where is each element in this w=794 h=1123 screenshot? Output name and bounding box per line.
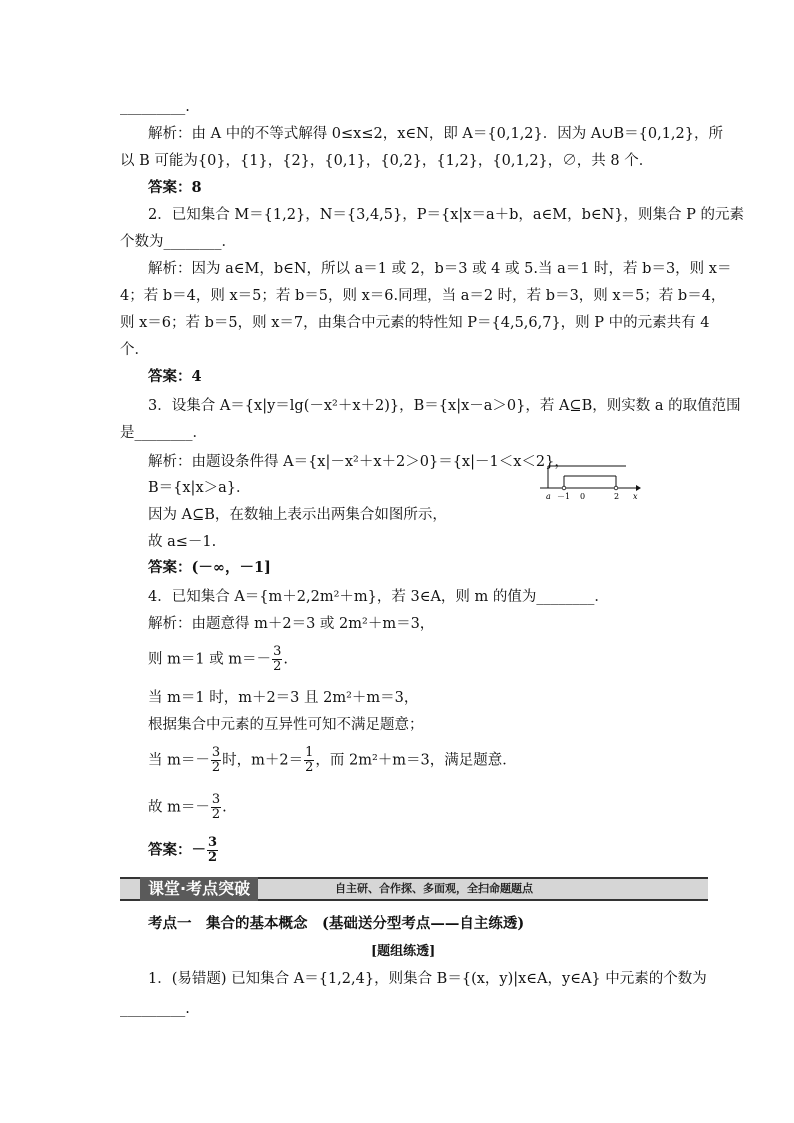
fraction-denominator: 2 xyxy=(208,850,218,865)
question-text: 个数为________． xyxy=(120,234,236,250)
blank-line: _________. xyxy=(120,1001,190,1017)
solution-text xyxy=(148,746,517,775)
number-line-figure xyxy=(538,462,642,502)
solution-text xyxy=(148,793,227,822)
text-segment: . xyxy=(222,799,227,816)
fraction-denominator: 2 xyxy=(305,760,314,775)
text-segment: ，而 2m²＋m＝3，满足题意． xyxy=(315,752,517,769)
fraction xyxy=(211,793,221,822)
text-segment: 故 m＝－ xyxy=(148,799,210,816)
fraction-denominator: 2 xyxy=(273,659,282,674)
fraction-denominator: 2 xyxy=(211,807,221,822)
solution-text: 解析：由题意得 m＋2＝3 或 2m²＋m＝3， xyxy=(148,616,435,632)
blank-line: _________. xyxy=(120,99,190,115)
fraction xyxy=(207,836,218,865)
solution-text: 以 B 可能为{0}，{1}，{2}，{0,1}，{0,2}，{1,2}，{0,1,2}，∅，共 8 个． xyxy=(120,153,654,169)
axis-label-neg1: －1 xyxy=(557,492,571,501)
question-text: 1．(易错题) 已知集合 A＝{1,2,4}，则集合 B＝{(x，y)|x∈A，y∈A} 中元素的个数为 xyxy=(148,971,707,987)
text-segment: 当 m＝－ xyxy=(148,752,210,769)
answer-text xyxy=(148,836,219,865)
text-segment: 时，m＋2＝ xyxy=(222,752,304,769)
banner-title: 课堂·考点突破 xyxy=(140,877,258,901)
fraction xyxy=(211,746,221,775)
fraction xyxy=(304,746,314,775)
text-segment: 答案：－ xyxy=(148,841,206,859)
axis-label-a: a xyxy=(546,492,551,501)
question-text: 2．已知集合 M＝{1,2}，N＝{3,4,5}，P＝{x|x＝a＋b，a∈M，b∈N}，则集合 P 的元素 xyxy=(148,207,744,223)
solution-text: 解析：因为 a∈M，b∈N，所以 a＝1 或 2，b＝3 或 4 或 5.当 a＝1 时，若 b＝3，则 x＝ xyxy=(148,261,732,277)
question-text: 是________． xyxy=(120,425,207,441)
fraction-numerator: 3 xyxy=(211,792,221,807)
section-heading: 考点一 集合的基本概念 (基础送分型考点——自主练透) xyxy=(148,915,525,932)
solution-text: 则 x＝6；若 b＝5，则 x＝7，由集合中元素的特性知 P＝{4,5,6,7}，则 P 中的元素共有 4 xyxy=(120,315,710,331)
solution-text: 根据集合中元素的互异性可知不满足题意； xyxy=(148,717,424,733)
solution-text: 因为 A⊆B，在数轴上表示出两集合如图所示， xyxy=(148,507,447,523)
axis-label-0: 0 xyxy=(580,492,586,501)
solution-text: 解析：由 A 中的不等式解得 0≤x≤2，x∈N，即 A＝{0,1,2}．因为 A∪B＝{0,1,2}，所 xyxy=(148,126,723,142)
answer-text: 答案：4 xyxy=(148,368,202,385)
solution-text: 故 a≤－1. xyxy=(148,534,217,550)
fraction-numerator: 1 xyxy=(305,745,314,760)
fraction-numerator: 3 xyxy=(273,644,282,659)
solution-text: 4；若 b＝4，则 x＝5；若 b＝5，则 x＝6.同理，当 a＝2 时，若 b＝3，则 x＝5；若 b＝4， xyxy=(120,288,726,304)
section-banner xyxy=(120,877,708,901)
solution-text: 个． xyxy=(120,342,149,358)
question-text: 4．已知集合 A＝{m＋2,2m²＋m}，若 3∈A，则 m 的值为________． xyxy=(148,589,609,605)
axis-label-x: x xyxy=(633,492,638,501)
text-segment: 则 m＝1 或 m＝－ xyxy=(148,651,272,668)
fraction-numerator: 3 xyxy=(211,745,221,760)
question-text: 3．设集合 A＝{x|y＝lg(－x²＋x＋2)}，B＝{x|x－a＞0}，若 A⊆B，则实数 a 的取值范围 xyxy=(148,398,741,414)
answer-text: 答案：(－∞，－1] xyxy=(148,559,271,576)
solution-text: 解析：由题设条件得 A＝{x|－x²＋x＋2＞0}＝{x|－1＜x＜2}， xyxy=(148,454,569,470)
fraction-numerator: 3 xyxy=(208,835,218,850)
solution-text: 当 m＝1 时，m＋2＝3 且 2m²＋m＝3， xyxy=(148,690,419,706)
text-segment: . xyxy=(283,651,288,668)
axis-label-2: 2 xyxy=(614,492,620,501)
answer-text: 答案：8 xyxy=(148,179,202,196)
subsection-heading: [题组练透] xyxy=(371,944,436,959)
fraction-denominator: 2 xyxy=(211,760,221,775)
solution-text: B＝{x|x＞a}． xyxy=(148,480,251,496)
banner-subtitle: 自主研、合作探、多面观，全扫命题题点 xyxy=(335,882,533,895)
fraction xyxy=(272,645,282,674)
solution-text xyxy=(148,645,288,674)
